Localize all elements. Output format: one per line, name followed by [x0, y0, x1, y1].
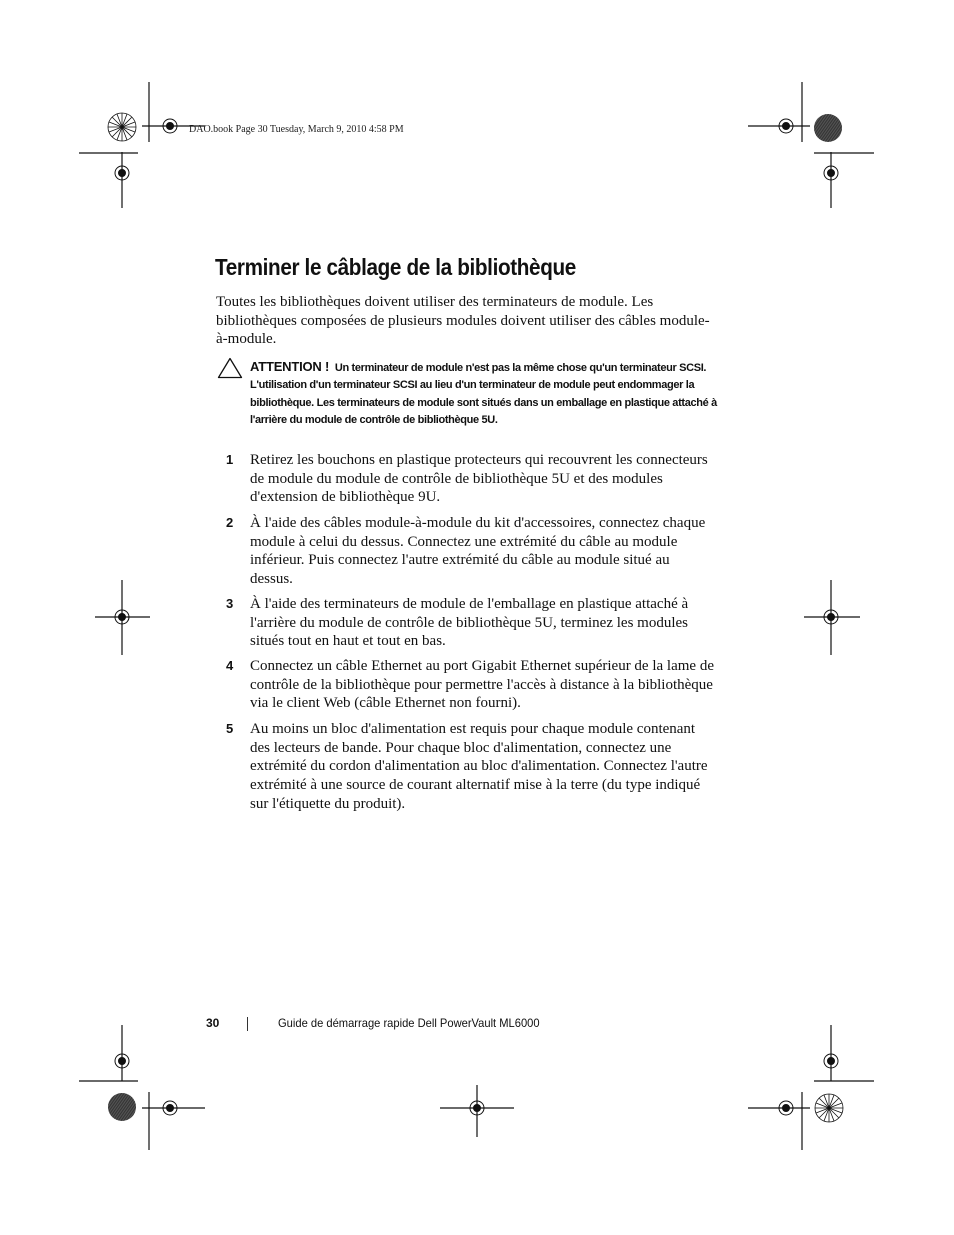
page-footer: [0, 1016, 954, 1036]
step-text: Connectez un câble Ethernet au port Gigabit Ethernet supérieur de la lame de contrôle de la bibliothèque pour permettre l'accès à distance à la bibliothèque via le client Web (câble Ethernet non fourni).: [250, 658, 714, 712]
section-heading: Terminer le câblage de la bibliothèque: [215, 254, 576, 280]
print-slug: DAO.book Page 30 Tuesday, March 9, 2010 4:58 PM: [189, 124, 404, 135]
caution-text: Un terminateur de module n'est pas la même chose qu'un terminateur SCSI. L'utilisation d'un terminateur SCSI au lieu d'un terminateur de module peut endommager la bibliothèque. Les terminateurs de module sont situés dans un emballage en plastique attaché à l'arrière du module de contrôle de bibliothèque 5U.: [250, 362, 717, 426]
step-text: Retirez les bouchons en plastique protecteurs qui recouvrent les connecteurs de module du module de contrôle de bibliothèque 5U et des modules d'extension de bibliothèque 9U.: [250, 452, 708, 506]
footer-divider: [247, 1017, 248, 1031]
guide-title: Guide de démarrage rapide Dell PowerVault ML6000: [278, 1016, 540, 1030]
warning-triangle-icon: [217, 357, 243, 379]
step-number: 3: [226, 596, 234, 611]
step-text: À l'aide des câbles module-à-module du kit d'accessoires, connectez chaque module à celui du dessus. Connectez une extrémité du câble au module inférieur. Puis connectez l'autre extrémité du câble au module situé au dessus.: [250, 515, 706, 588]
step-number: 1: [226, 452, 234, 467]
intro-paragraph: Toutes les bibliothèques doivent utiliser des terminateurs de module. Les bibliothèques composées de plusieurs modules doivent utiliser des câbles module-à-module.: [216, 294, 710, 348]
step-number: 2: [226, 515, 234, 530]
page-number: 30: [206, 1016, 220, 1030]
step-number: 4: [226, 658, 234, 673]
step-number: 5: [226, 721, 234, 736]
caution-notice: [250, 358, 725, 429]
caution-label: ATTENTION !: [250, 359, 330, 374]
step-text: À l'aide des terminateurs de module de l'emballage en plastique attaché à l'arrière du module de contrôle de bibliothèque 5U, terminez les modules situés tout en haut et tout en bas.: [250, 596, 689, 650]
step-text: Au moins un bloc d'alimentation est requis pour chaque module contenant des lecteurs de bande. Pour chaque bloc d'alimentation, connectez une extrémité du cordon d'alimentation au bloc d'alimentation. Connectez l'autre extrémité à une source de courant alternatif mise à la terre (du type indiqué sur l'étiquette du produit).: [250, 721, 708, 812]
